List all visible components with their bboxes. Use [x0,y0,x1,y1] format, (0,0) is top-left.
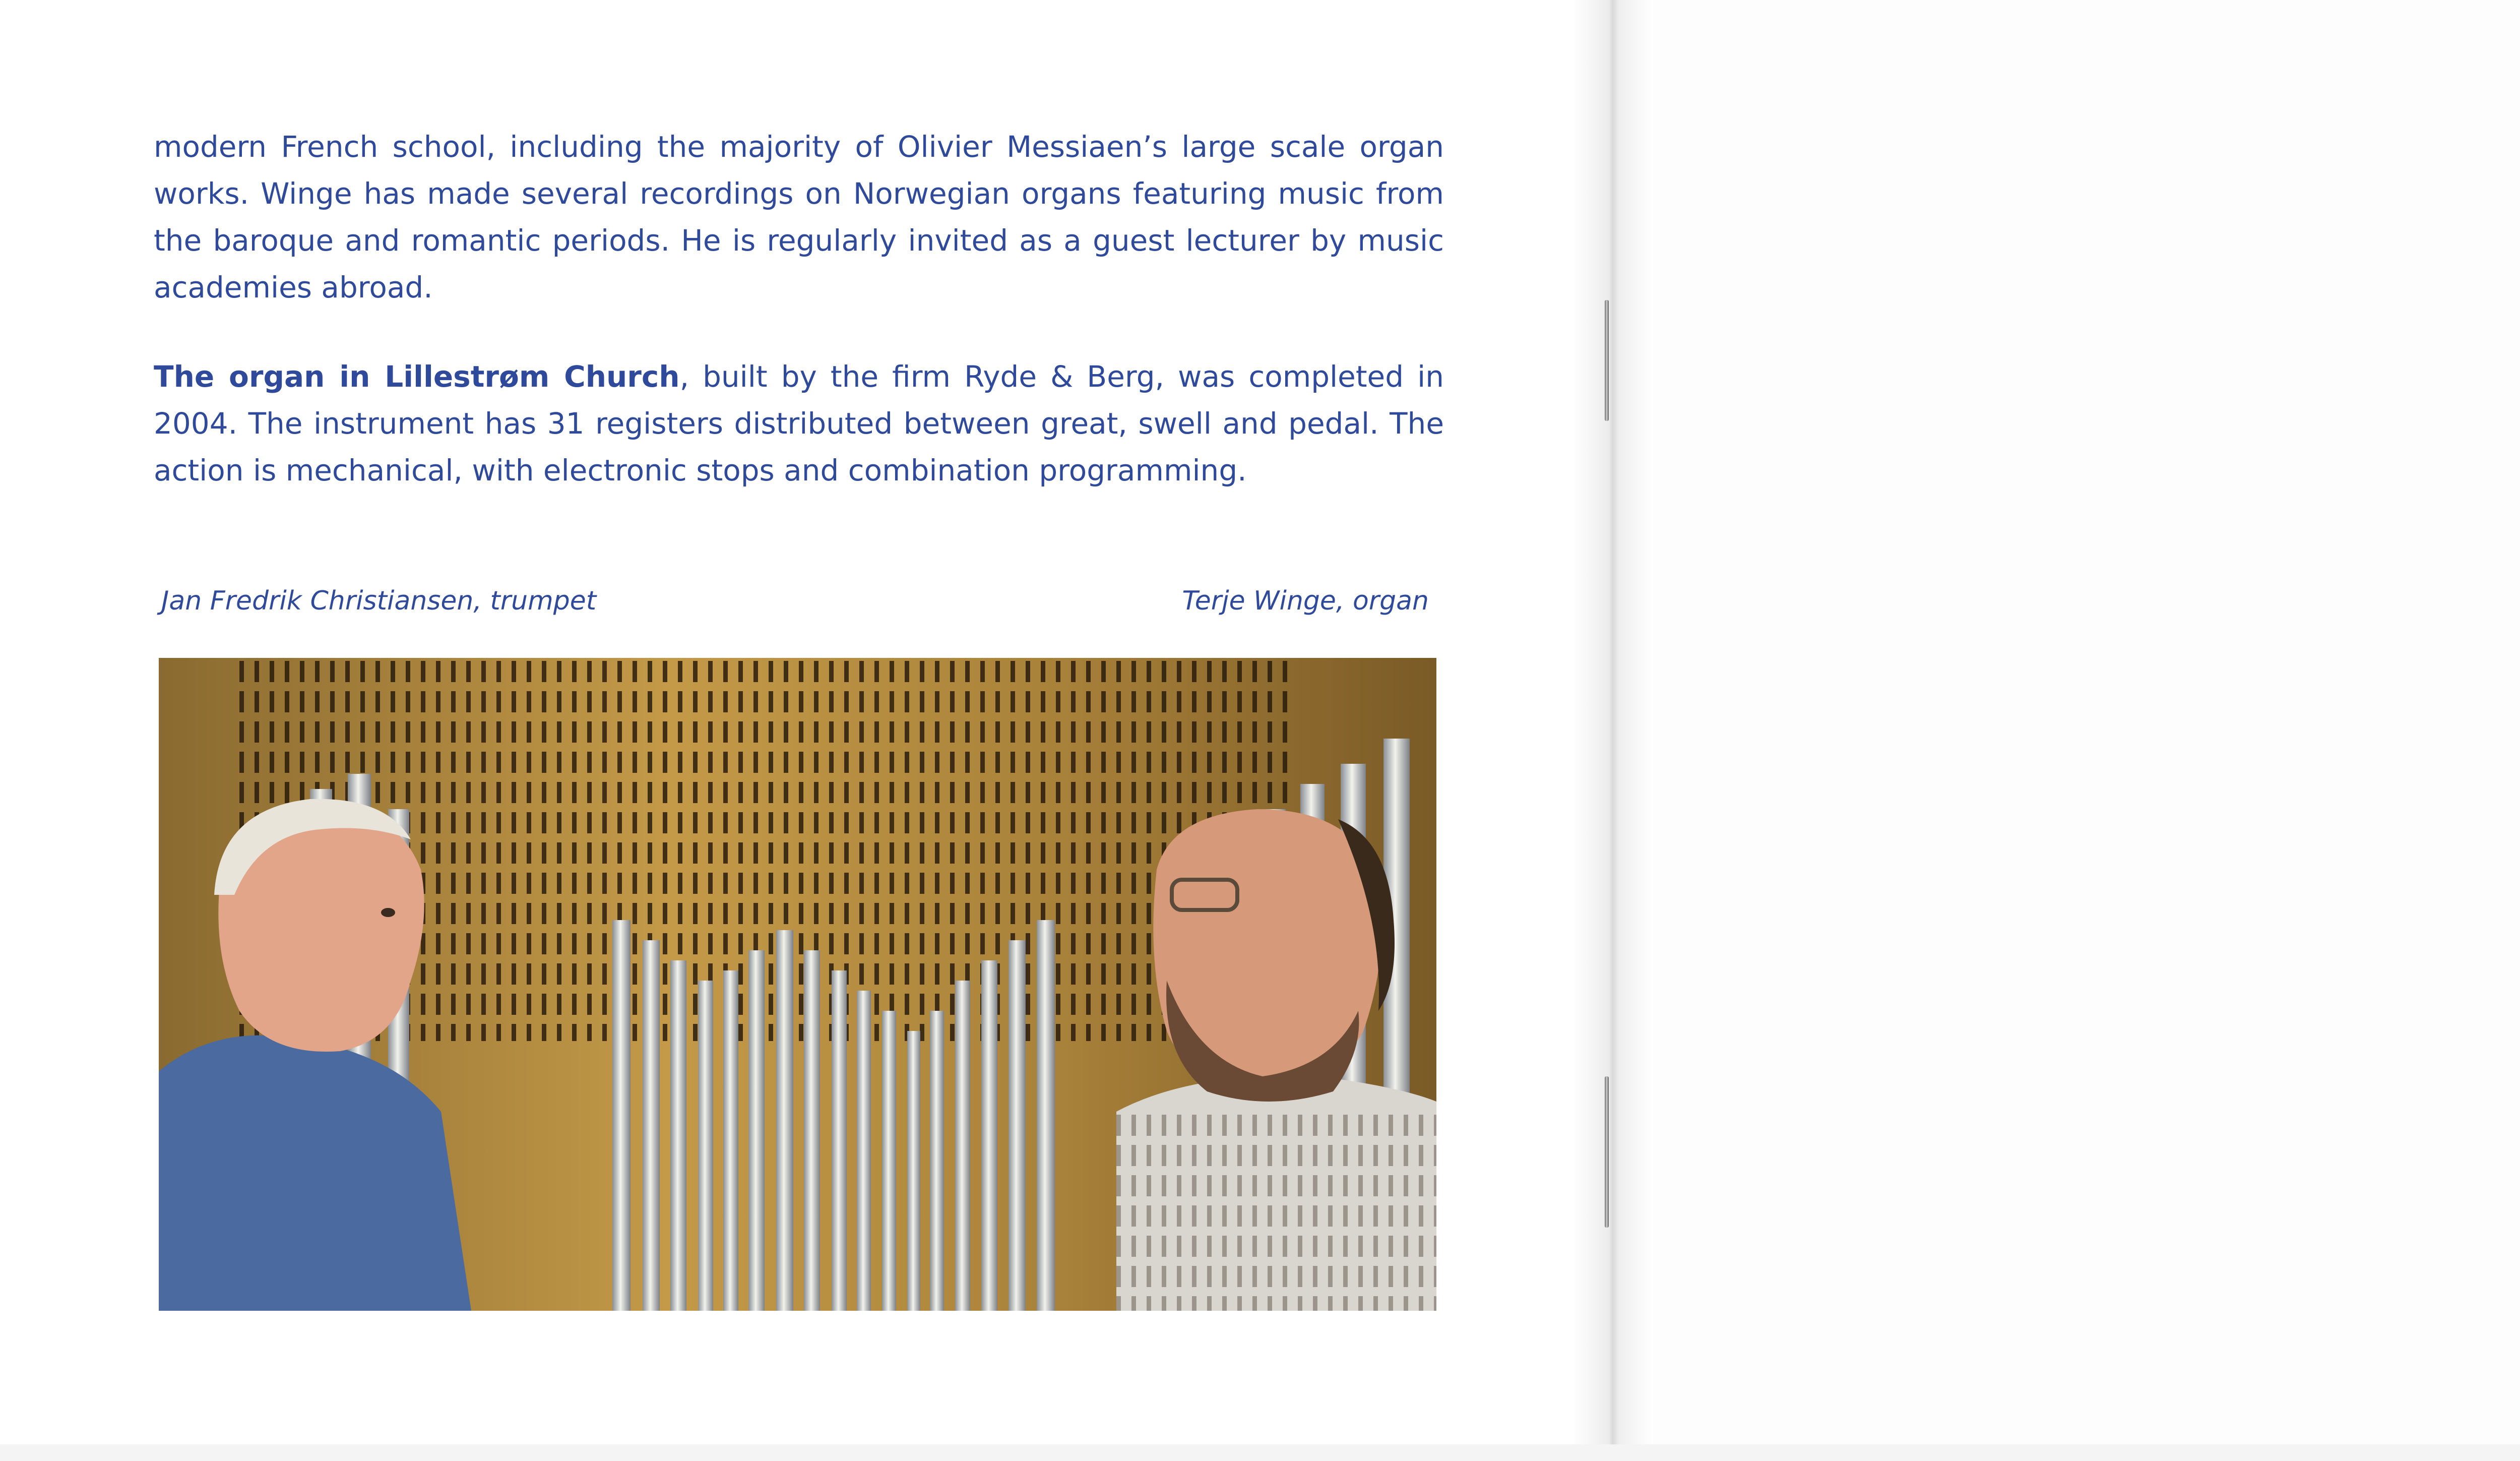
staple-top [1605,300,1609,421]
booklet-gutter [1572,0,1653,1444]
organ-paragraph: The organ in Lillestrøm Church, built by the firm Ryde & Berg, was completed in 2004. The instrument has 31 registers distributed between great, swell and pedal. The action is mechanical, with electronic stops and combination programming. [154,359,1444,488]
right-page [1613,0,2520,1444]
biography-paragraph: modern French school, including the majority of Olivier Messiaen’s large scale organ works. Winge has made several recordings on Norwegian organs featuring music from the baroque and romantic periods. He is regularly invited as a guest lecturer by music academies abroad. [154,130,1444,305]
musicians-photo [159,658,1436,1311]
staple-bottom [1605,1076,1609,1228]
photo-caption-trumpet: Jan Fredrik Christiansen, trumpet [161,586,597,616]
left-page-text [154,124,1444,536]
photo-caption-organ: Terje Winge, organ [1182,586,1429,616]
photo-illustration [159,658,1436,1311]
organ-heading: The organ in Lillestrøm Church [154,359,680,394]
